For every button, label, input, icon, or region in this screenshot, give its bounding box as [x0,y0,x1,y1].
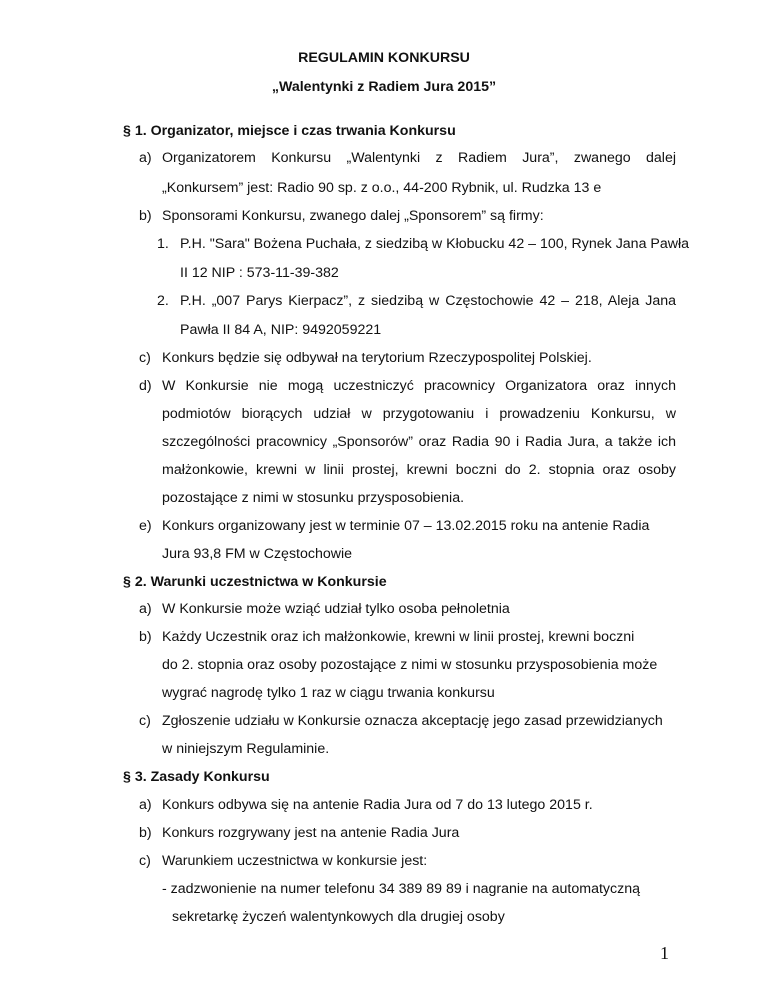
s3-c-marker: c) [139,853,151,869]
section-1-heading: § 1. Organizator, miejsce i czas trwania Konkursu [123,123,456,139]
s1-b-item1-marker: 1. [157,236,169,252]
s1-b-item2-line2: Pawła II 84 A, NIP: 9492059221 [180,322,382,338]
document-subtitle: „Walentynki z Radiem Jura 2015” [271,79,497,95]
s1-d-line5: pozostające z nimi w stosunku przysposobienia. [162,490,465,506]
s2-c-line1: Zgłoszenie udziału w Konkursie oznacza akceptację jego zasad przewidzianych [162,713,663,729]
s3-c-line3: sekretarkę życzeń walentynkowych dla drugiej osoby [172,909,505,925]
s2-b-line3: wygrać nagrodę tylko 1 raz w ciągu trwania konkursu [162,685,495,701]
s2-b-marker: b) [139,629,152,645]
s1-e-line2: Jura 93,8 FM w Częstochowie [162,546,353,562]
s3-c-line1: Warunkiem uczestnictwa w konkursie jest: [162,853,428,869]
s1-c-line1: Konkurs będzie się odbywał na terytorium Rzeczypospolitej Polskiej. [162,350,592,366]
s3-a-line1: Konkurs odbywa się na antenie Radia Jura od 7 do 13 lutego 2015 r. [162,797,593,813]
s1-a-line2: „Konkursem” jest: Radio 90 sp. z o.o., 44-200 Rybnik, ul. Rudzka 13 e [162,180,602,196]
s1-b-item1-line2: II 12 NIP : 573-11-39-382 [180,265,339,281]
s1-d-marker: d) [139,378,152,394]
s1-b-item2-line1: P.H. „007 Parys Kierpacz”, z siedzibą w Częstochowie 42 – 218, Aleja Jana [180,293,676,309]
s2-b-line1: Każdy Uczestnik oraz ich małżonkowie, krewni w linii prostej, krewni boczni [162,629,635,645]
s2-c-marker: c) [139,713,151,729]
section-2-heading: § 2. Warunki uczestnictwa w Konkursie [123,574,387,590]
s1-c-marker: c) [139,350,151,366]
s3-c-line2: - zadzwonienie na numer telefonu 34 389 89 89 i nagranie na automatyczną [162,881,640,897]
s1-b-line1: Sponsorami Konkursu, zwanego dalej „Sponsorem” są firmy: [162,208,544,224]
s1-a-line1: Organizatorem Konkursu „Walentynki z Radiem Jura”, zwanego dalej [162,150,676,166]
s2-a-marker: a) [139,601,152,617]
s1-a-marker: a) [139,150,152,166]
s1-e-marker: e) [139,518,152,534]
s2-b-line2: do 2. stopnia oraz osoby pozostające z nimi w stosunku przysposobienia może [162,657,658,673]
s1-b-item1-line1: P.H. "Sara" Bożena Puchała, z siedzibą w Kłobucku 42 – 100, Rynek Jana Pawła [180,236,690,252]
s1-d-line4: małżonkowie, krewni w linii prostej, krewni boczni do 2. stopnia oraz osoby [162,462,676,478]
page-number: 1 [660,943,669,963]
s1-e-line1: Konkurs organizowany jest w terminie 07 – 13.02.2015 roku na antenie Radia [162,518,650,534]
s1-b-item2-marker: 2. [157,293,169,309]
s1-b-marker: b) [139,208,152,224]
s1-d-line3: szczególności pracownicy „Sponsorów” oraz Radia 90 i Radia Jura, a także ich [162,434,676,450]
s2-c-line2: w niniejszym Regulaminie. [162,741,330,757]
s3-b-marker: b) [139,825,152,841]
section-3-heading: § 3. Zasady Konkursu [123,769,270,785]
s3-b-line1: Konkurs rozgrywany jest na antenie Radia Jura [162,825,460,841]
s3-a-marker: a) [139,797,152,813]
s1-d-line2: podmiotów biorących udział w przygotowaniu i prowadzeniu Konkursu, w [162,406,676,422]
document-title: REGULAMIN KONKURSU [298,50,470,66]
s1-d-line1: W Konkursie nie mogą uczestniczyć pracownicy Organizatora oraz innych [162,378,676,394]
s2-a-line1: W Konkursie może wziąć udział tylko osoba pełnoletnia [162,601,510,617]
